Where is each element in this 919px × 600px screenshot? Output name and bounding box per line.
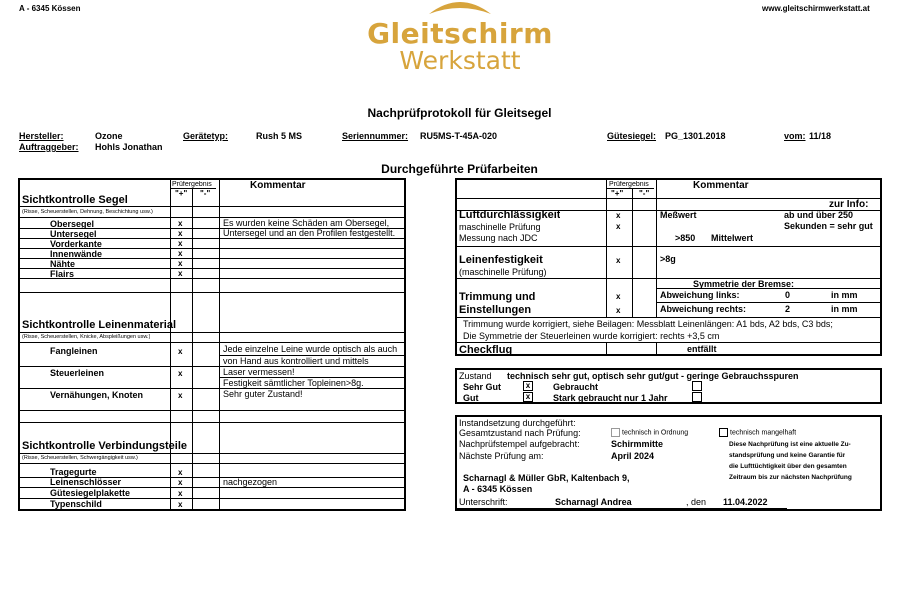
comment-untersegel: Untersegel und an den Profilen festgestellt. (223, 228, 396, 238)
mark-luft-1: x (616, 211, 621, 220)
instand-line4: Nächste Prüfung am: (459, 451, 544, 461)
disclaimer-line4: Zeitraum bis zur nächsten Nachprüfung (729, 474, 852, 481)
vom-label: vom: (784, 131, 806, 141)
vom-value: 11/18 (809, 131, 832, 141)
info-line2: Sekunden = sehr gut (784, 221, 873, 231)
document-title: Nachprüfprotokoll für Gleitsegel (367, 106, 552, 120)
item-steuerleinen: Steuerleinen (50, 368, 105, 378)
col-divider (219, 180, 220, 510)
logo-line1: Gleitschirm (367, 17, 553, 50)
seriennummer-value: RU5MS-T-45A-020 (420, 131, 498, 141)
right-checklist-table (455, 178, 882, 356)
checkbox-gut[interactable]: x (523, 392, 533, 402)
abweichung-rechts-value: 2 (785, 304, 791, 314)
divider (656, 288, 880, 289)
trimmung-title1: Trimmung und (459, 291, 536, 303)
disclaimer-line1: Diese Nachprüfung ist eine aktuelle Zu- (729, 441, 851, 448)
header-address: A - 6345 Kössen (19, 4, 81, 13)
company-name: Scharnagl & Müller GbR, Kaltenbach 9, (463, 473, 630, 483)
bad-checkbox[interactable] (719, 428, 796, 437)
section-title: Durchgeführte Prüfarbeiten (381, 162, 538, 176)
ok-checkbox[interactable] (611, 428, 688, 437)
abweichung-links-label: Abweichung links: (660, 290, 740, 300)
comment-fangleinen-2: von Hand aus kontrolliert und mittels (223, 356, 369, 366)
datum-value: 11.04.2022 (723, 497, 768, 507)
item-untersegel: Untersegel (50, 229, 97, 239)
ok-label: technisch in Ordnung (622, 429, 689, 437)
zustand-heading: technisch sehr gut, optisch sehr gut/gut - geringe Gebrauchsspuren (507, 371, 799, 381)
leinenfestigkeit-sub: (maschinelle Prüfung) (459, 267, 547, 277)
instand-line2: Gesamtzustand nach Prüfung: (459, 428, 581, 438)
instandsetzung-box (455, 415, 882, 511)
unit-mm: in mm (831, 304, 858, 314)
comment-fangleinen: Jede einzelne Leine wurde optisch als auch (223, 344, 398, 354)
comment-obersegel: Es wurden keine Schäden am Obersegel, (223, 218, 390, 228)
mark-steuerleinen: x (178, 369, 183, 378)
hersteller-value: Ozone (95, 131, 123, 141)
auftraggeber-value: Hohls Jonathan (95, 142, 163, 152)
symmetrie-label: Symmetrie der Bremse: (693, 279, 795, 289)
table-row (20, 278, 404, 279)
mark-vernaehungen: x (178, 391, 183, 400)
item-fangleinen: Fangleinen (50, 346, 98, 356)
table-row (20, 268, 404, 269)
unit-mm: in mm (831, 290, 858, 300)
comment-leinenschloesser: nachgezogen (223, 477, 278, 487)
col-divider (606, 343, 607, 356)
item-guetesiegelplakette: Gütesiegelplakette (50, 488, 131, 498)
geraetetyp-label: Gerätetyp: (183, 131, 229, 141)
item-naehte: Nähte (50, 259, 76, 269)
mittelwert-label: Mittelwert (711, 233, 754, 243)
abweichung-rechts-label: Abweichung rechts: (660, 304, 747, 314)
unterschrift-value: Scharnagl Andrea (555, 497, 632, 507)
header-website: www.gleitschirmwerkstatt.at (762, 4, 870, 13)
mark-tragegurte: x (178, 468, 183, 477)
luft-title: Luftdurchlässigkeit (459, 209, 561, 221)
mark-typenschild: x (178, 500, 183, 509)
logo-line2: Werkstatt (399, 46, 521, 75)
table-row (20, 366, 404, 367)
trimmung-title2: Einstellungen (459, 304, 532, 316)
checkbox-stark[interactable] (692, 392, 702, 402)
leinenfestigkeit-value: >8g (660, 254, 676, 264)
col-divider (192, 188, 193, 510)
disclaimer-line2: standsprüfung und keine Garantie für (729, 452, 846, 459)
table-row (20, 292, 404, 293)
divider (20, 342, 404, 343)
auftraggeber-label: Auftraggeber: (19, 142, 79, 152)
luft-sub1: maschinelle Prüfung (459, 222, 541, 232)
divider (20, 463, 404, 464)
item-innenwaende: Innenwände (50, 249, 103, 259)
divider (457, 198, 880, 199)
mark-trimmung-1: x (616, 292, 621, 301)
checkflug-label: Checkflug (459, 344, 513, 356)
segel-section-sub: (Risse, Scheuerstellen, Dehnung, Beschichtung usw.) (22, 209, 153, 215)
divider (20, 332, 404, 333)
luft-sub2: Messung nach JDC (459, 233, 538, 243)
checkflug-value: entfällt (687, 344, 717, 354)
seriennummer-label: Seriennummer: (342, 131, 409, 141)
item-vorderkante: Vorderkante (50, 239, 102, 249)
note-line2: Die Symmetrie der Steuerleinen wurde korrigiert: rechts +3,5 cm (463, 331, 720, 341)
verbindung-section-sub: (Risse, Scheuerstellen, Schwergängigkeit usw.) (22, 455, 138, 461)
zustand-box (455, 368, 882, 404)
unterschrift-label: Unterschrift: (459, 497, 508, 507)
col-divider (606, 180, 607, 320)
item-typenschild: Typenschild (50, 499, 102, 509)
note-line1: Trimmung wurde korrigiert, siehe Beilagen: Messblatt Leinenlängen: A1 bds, A2 bds, C3 bds; (463, 319, 833, 329)
mark-trimmung-2: x (616, 306, 621, 315)
instand-line3: Nachprüfstempel aufgebracht: (459, 439, 580, 449)
minus-header: "-" (639, 189, 650, 198)
mark-guetesiegelplakette: x (178, 489, 183, 498)
comment-steuerleinen: Laser vermessen! (223, 367, 295, 377)
geraetetyp-value: Rush 5 MS (256, 131, 303, 141)
pruefergebnis-header: Prüfergebnis (609, 181, 649, 188)
abweichung-links-value: 0 (785, 290, 791, 300)
minus-header: "-" (200, 189, 211, 198)
mark-innenwaende: x (178, 249, 183, 258)
segel-section-title: Sichtkontrolle Segel (22, 194, 128, 206)
company-address: A - 6345 Kössen (463, 484, 533, 494)
info-line1: ab und über 250 (784, 210, 854, 220)
leinenfestigkeit-title: Leinenfestigkeit (459, 254, 543, 266)
table-row (20, 388, 404, 389)
comment-steuerleinen-2: Festigkeit sämtlicher Topleinen>8g. (223, 378, 364, 388)
mark-fangleinen: x (178, 347, 183, 356)
col-divider (170, 180, 171, 510)
verbindung-section-title: Sichtkontrolle Verbindungsteile (22, 440, 188, 452)
mark-leinenschloesser: x (178, 478, 183, 487)
bad-label: technisch mangelhaft (730, 429, 797, 437)
col-divider (632, 188, 633, 318)
messwert-label: Meßwert (660, 210, 697, 220)
instand-line1: Instandsetzung durchgeführt: (459, 418, 576, 428)
item-leinenschloesser: Leinenschlösser (50, 477, 122, 487)
mark-flairs: x (178, 269, 183, 278)
hersteller-label: Hersteller: (19, 131, 64, 141)
disclaimer-line3: die Lufttüchtigkeit über den gesamten (729, 463, 847, 470)
mark-untersegel: x (178, 229, 183, 238)
naechste-pruefung-value: April 2024 (611, 451, 655, 461)
kommentar-header: Kommentar (693, 180, 749, 191)
leinen-section-sub: (Risse, Scheuerstellen, Knicke, Abspleißungen usw.) (22, 334, 151, 340)
item-flairs: Flairs (50, 269, 75, 279)
comment-vernaehungen: Sehr guter Zustand! (223, 389, 303, 399)
divider (457, 246, 880, 247)
divider (656, 302, 880, 303)
mark-naehte: x (178, 259, 183, 268)
table-row (20, 410, 404, 411)
table-row (20, 422, 404, 423)
signature-underline (457, 508, 787, 509)
item-obersegel: Obersegel (50, 219, 95, 229)
checkbox-sehr-gut[interactable]: x (523, 381, 533, 391)
guetesiegel-label: Gütesiegel: (607, 131, 657, 141)
divider (20, 206, 404, 207)
stempel-value: Schirmmitte (611, 439, 664, 449)
mark-luft-2: x (616, 222, 621, 231)
divider (457, 278, 880, 279)
item-vernaehungen: Vernähungen, Knoten (50, 390, 144, 400)
paraglider-logo-icon (427, 0, 493, 16)
mark-obersegel: x (178, 219, 183, 228)
zustand-opt-sehr-gut: Sehr Gut (463, 382, 502, 392)
item-tragegurte: Tragegurte (50, 467, 97, 477)
zustand-opt-stark: Stark gebraucht nur 1 Jahr (553, 393, 668, 403)
zur-info-label: zur Info: (829, 199, 869, 210)
leinen-section-title: Sichtkontrolle Leinenmaterial (22, 319, 177, 331)
plus-header: "+" (175, 189, 188, 198)
kommentar-header: Kommentar (250, 180, 306, 191)
zustand-opt-gebraucht: Gebraucht (553, 382, 599, 392)
mark-vorderkante: x (178, 239, 183, 248)
pruefergebnis-header: Prüfergebnis (172, 181, 212, 188)
zustand-label: Zustand (459, 371, 492, 381)
checkbox-gebraucht[interactable] (692, 381, 702, 391)
mark-leinenfestigkeit: x (616, 256, 621, 265)
company-logo (330, 0, 590, 76)
divider (20, 453, 404, 454)
checkbox-ok[interactable] (611, 428, 620, 437)
guetesiegel-value: PG_1301.2018 (665, 131, 726, 141)
zustand-opt-gut: Gut (463, 393, 479, 403)
checkbox-bad[interactable] (719, 428, 728, 437)
plus-header: "+" (611, 189, 624, 198)
left-checklist-table (18, 178, 406, 511)
divider (457, 342, 880, 343)
messwert-value: >850 (675, 233, 696, 243)
den-label: , den (686, 497, 707, 507)
